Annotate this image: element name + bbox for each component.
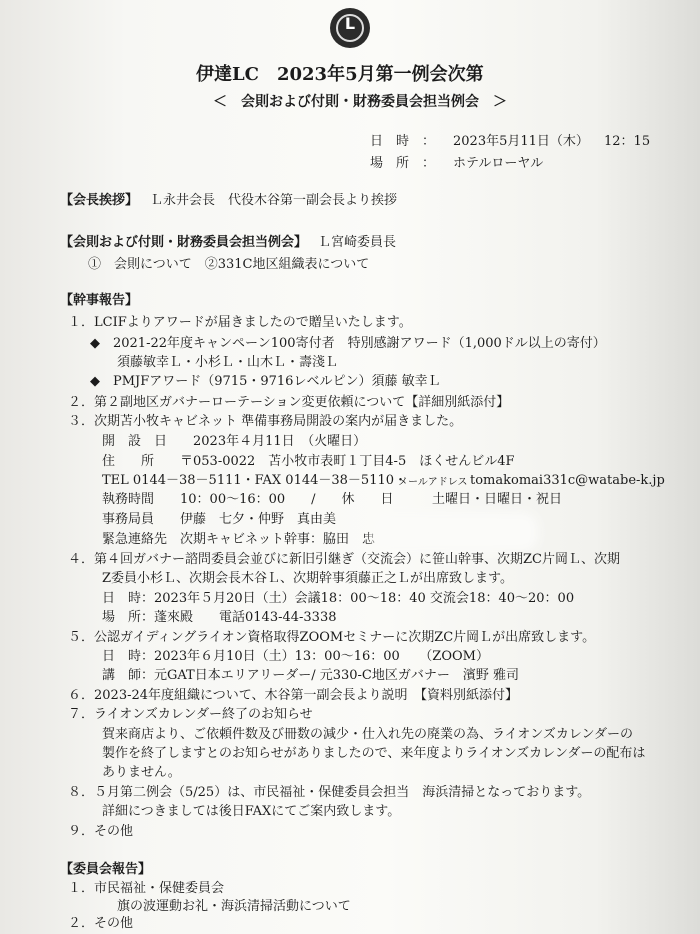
report-item-5-lecturer: 講 師：元GAT日本エリアリーダー/ 元330-C地区ガバナー 濱野 雅司: [102, 668, 520, 683]
office-phone: TEL 0144－38－5111・FAX 0144－38－5110・: [102, 473, 408, 488]
report-item-4: ４．第４回ガバナー諮問委員会並びに新旧引継ぎ（交流会）に笹山幹事、次期ZC片岡Ｌ、次期: [68, 552, 620, 567]
report-item-7-line-3: ありません。: [102, 765, 181, 780]
redaction-mark: [380, 520, 530, 544]
report-item-7: ７．ライオンズカレンダー終了のお知らせ: [68, 707, 313, 722]
office-staff: 事務局員 伊藤 七夕・仲野 真由美: [102, 512, 337, 527]
emergency-contact: 緊急連絡先 次期キャビネット幹事：脇田 忠: [102, 532, 376, 547]
datetime-value: 2023年5月11日（木）: [453, 134, 589, 149]
office-open-date: 開 設 日 2023年４月11日 （火曜日）: [102, 434, 367, 449]
committee-items: ① 会則について ②331C地区組織表について: [88, 257, 370, 272]
report-item-7-line-2: 製作を終了しますとのお知らせがありましたので、来年度よりライオンズカレンダーの配布は: [102, 746, 646, 761]
award-bullet-1: ◆ 2021-22年度キャンペーン100寄付者 特別感謝アワード（1,000ドル以上の寄付）: [90, 336, 606, 351]
lions-emblem-icon: L: [330, 8, 370, 48]
report-item-9: ９．その他: [68, 824, 134, 839]
report-item-7-line-1: 賀来商店より、ご依頼件数及び冊数の減少・仕入れ先の廃業の為、ライオンズカレンダーの: [102, 727, 633, 742]
email-label: メールアドレス: [398, 477, 468, 488]
greeting-text: Ｌ永井会長 代役木谷第一副会長より挨拶: [150, 193, 398, 208]
report-item-8: ８．５月第二例会（5/25）は、市民福祉・保健委員会担当 海浜清掃となっております。: [68, 785, 591, 800]
committee-report-item-1-detail: 旗の波運動お礼・海浜清掃活動について: [117, 899, 351, 914]
committee-report-heading: 【委員会報告】: [60, 862, 152, 877]
office-email: tomakomai331c@watabe-k.jp: [470, 473, 665, 488]
award-bullet-2: ◆ PMJFアワード（9715・9716レベルピン）須藤 敏幸Ｌ: [90, 374, 441, 389]
committee-chair: Ｌ宮崎委員長: [318, 235, 397, 250]
committee-report-item-1: １．市民福祉・保健委員会: [68, 881, 225, 896]
committee-heading: 【会則および付則・財務委員会担当例会】: [60, 235, 308, 250]
report-item-4-place: 場 所：蓬來殿 電話0143-44-3338: [102, 610, 337, 625]
page-subtitle: ＜ 会則および付則・財務委員会担当例会 ＞: [213, 94, 507, 110]
committee-report-item-2: ２．その他: [68, 916, 134, 931]
page-title: 伊達LC 2023年5月第一例会次第: [196, 64, 484, 85]
report-item-4-date: 日 時：2023年５月20日（土）会議18：00～18：40 交流会18：40～20：00: [102, 591, 575, 606]
secretary-heading: 【幹事報告】: [60, 293, 139, 308]
office-holidays: 土曜日・日曜日・祝日: [432, 492, 563, 507]
report-item-1: １．LCIFよりアワードが届きましたので贈呈いたします。: [68, 315, 412, 330]
report-item-8-cont: 詳細につきましては後日FAXにてご案内致します。: [102, 804, 401, 819]
report-item-5: ５．公認ガイディングライオン資格取得ZOOMセミナーに次期ZC片岡Ｌが出席致します。: [68, 630, 596, 645]
office-address: 住 所 〒053-0022 苫小牧市表町１丁目4-5 ほくせんビル4F: [102, 454, 515, 469]
greeting-heading: 【会長挨拶】: [60, 193, 139, 208]
report-item-4-cont: Z委員小杉Ｌ、次期会長木谷Ｌ、次期幹事須藤正之Ｌが出席致します。: [102, 571, 513, 586]
report-item-2: ２．第２副地区ガバナーローテーション変更依頼について【詳細別紙添付】: [68, 395, 510, 410]
office-hours: 執務時間 10：00～16：00 / 休 日: [102, 492, 394, 507]
meeting-time: 12：15: [604, 134, 651, 149]
place-value: ホテルローヤル: [453, 156, 544, 171]
award-recipients: 須藤敏幸Ｌ・小杉Ｌ・山木Ｌ・壽淺Ｌ: [117, 355, 339, 370]
report-item-5-date: 日 時：2023年６月10日（土）13：00～16：00 （ZOOM）: [102, 649, 489, 664]
report-item-6: ６．2023-24年度組織について、木谷第一副会長より説明 【資料別紙添付】: [68, 688, 518, 703]
place-label: 場 所 ：: [370, 156, 436, 171]
report-item-3: ３．次期苫小牧キャビネット 準備事務局開設の案内が届きました。: [68, 414, 463, 429]
datetime-label: 日 時 ：: [370, 134, 436, 149]
